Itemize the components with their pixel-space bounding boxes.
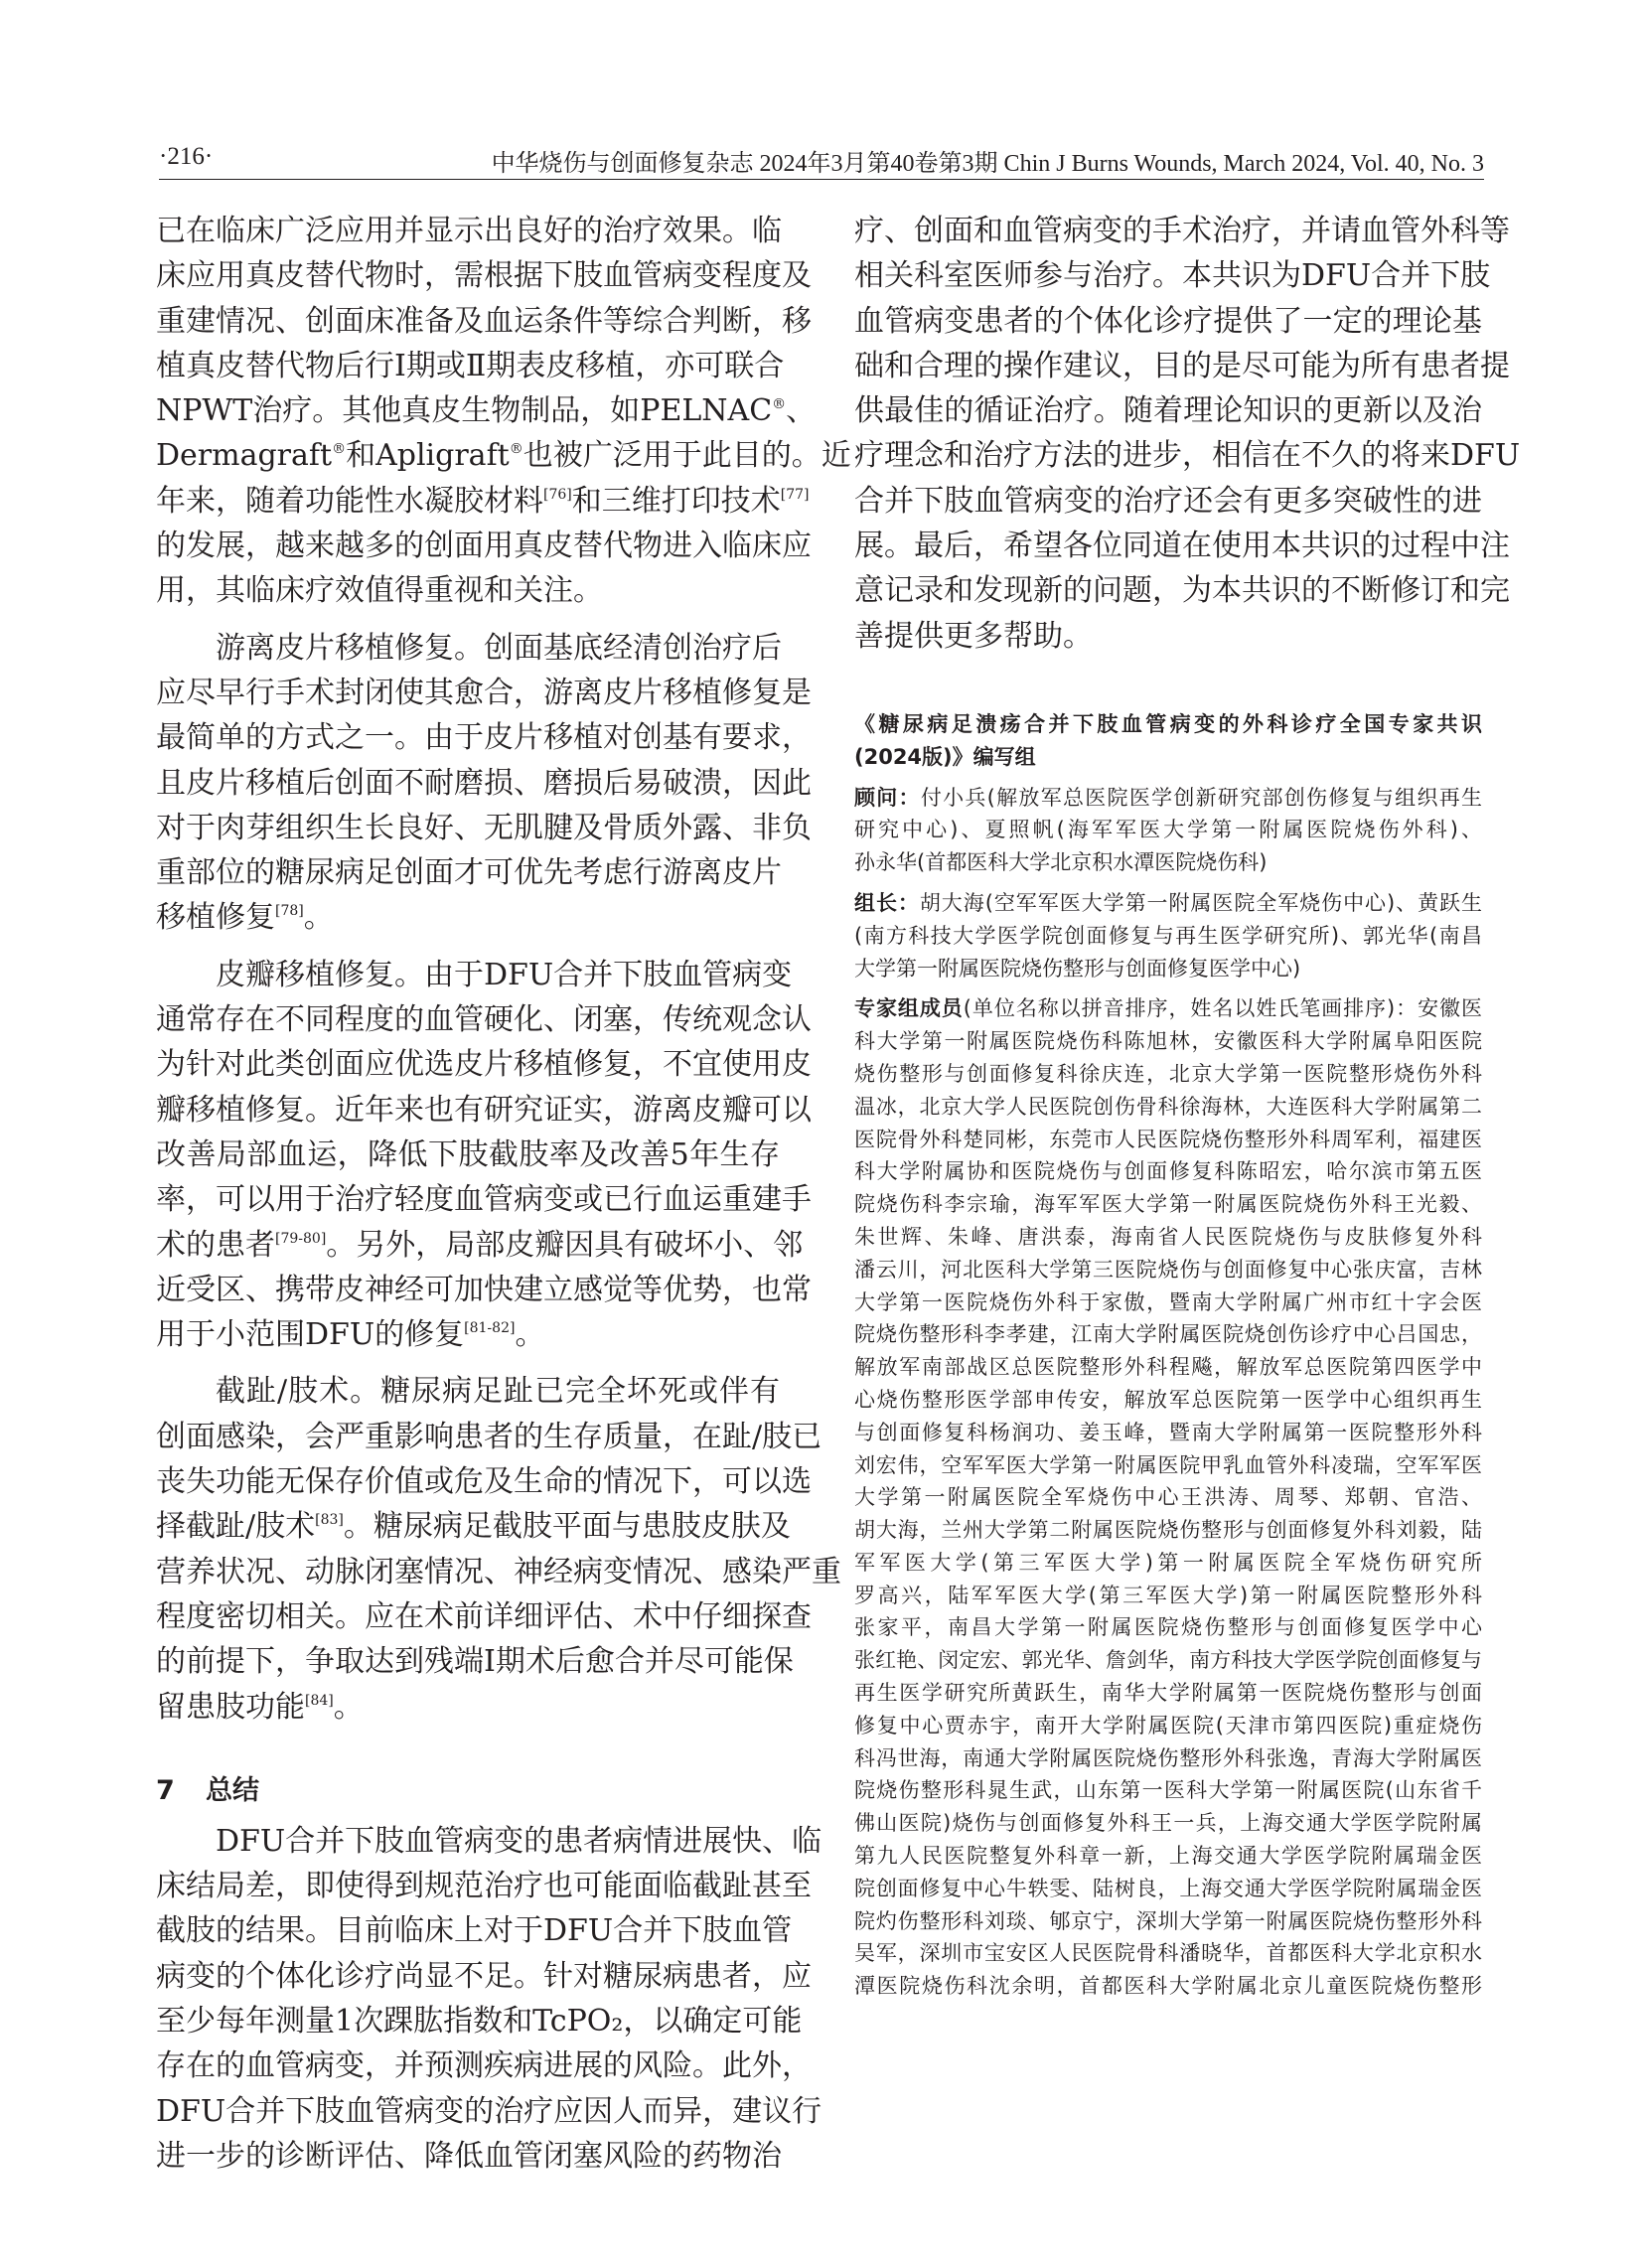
text-line: 床应用真皮替代物时，需根据下肢血管病变程度及 (156, 258, 812, 294)
text-line: 的发展，越来越多的创面用真皮替代物进入临床应 (156, 529, 812, 564)
text-line: 佛山医院)烧伤与创面修复外科王一兵，上海交通大学医学院附属 (854, 1811, 1482, 1836)
writing-group (854, 708, 1482, 2003)
text-line: 应尽早行手术封闭使其愈合，游离皮片移植修复是 (156, 675, 812, 710)
text-line: 善提供更多帮助。 (854, 618, 1093, 654)
text-line: 床结局差，即使得到规范治疗也可能面临截趾甚至 (156, 1869, 812, 1904)
text-line: 再生医学研究所黄跃生，南华大学附属第一医院烧伤整形与创面 (854, 1681, 1482, 1706)
text-line: 营养状况、动脉闭塞情况、神经病变情况、感染严重 (156, 1554, 841, 1589)
group-label: 专家组成员 (854, 996, 964, 1021)
text-line: 《糖尿病足溃疡合并下肢血管病变的外科诊疗全国专家共识 (854, 711, 1482, 736)
writing-group-title (854, 708, 1482, 774)
text-line: 吴军，深圳市宝安区人民医院骨科潘晓华，首都医科大学北京积水 (854, 1941, 1482, 1966)
text-line: 研究中心)、夏照帆(海军军医大学第一附属医院烧伤外科)、 (854, 818, 1482, 842)
text-line: 胡大海，兰州大学第二附属医院烧伤整形与创面修复外科刘毅，陆 (854, 1518, 1482, 1543)
text-line: 烧伤整形与创面修复科徐庆连，北京大学第一医院整形烧伤外科 (854, 1061, 1482, 1086)
text-line: 至少每年测量1次踝肱指数和TcPO₂，以确定可能 (156, 2003, 803, 2039)
text-line: 疗理念和治疗方法的进步，相信在不久的将来DFU (854, 438, 1521, 474)
text-line: 为针对此类创面应优选皮片移植修复，不宜使用皮 (156, 1047, 812, 1083)
text-line: 最简单的方式之一。由于皮片移植对创基有要求， (156, 720, 812, 756)
advisors-list (854, 782, 1482, 879)
text-line: 截肢的结果。目前临床上对于DFU合并下肢血管 (156, 1913, 793, 1949)
text-line: (南方科技大学医学院创面修复与再生医学研究所)、郭光华(南昌 (854, 923, 1482, 948)
group-label: 组长： (854, 890, 920, 915)
text-line: 率，可以用于治疗轻度血管病变或已行血运重建手 (156, 1182, 812, 1218)
text-line: 修复中心贾赤宇，南开大学附属医院(天津市第四医院)重症烧伤 (854, 1713, 1482, 1738)
text-line: 温冰，北京大学人民医院创伤骨科徐海林，大连医科大学附属第二 (854, 1094, 1482, 1119)
text-line: 院创面修复中心牛轶雯、陆树良，上海交通大学医学院附属瑞金医 (854, 1876, 1482, 1900)
text-line: 术的患者[79-80]。另外，局部皮瓣因具有破坏小、邻 (156, 1227, 804, 1263)
text-line: 意记录和发现新的问题，为本共识的不断修订和完 (854, 573, 1510, 609)
text-line: 专家组成员(单位名称以拼音排序，姓名以姓氏笔画排序)：安徽医 (854, 996, 1482, 1021)
text-line: 与创面修复科杨润功、姜玉峰，暨南大学附属第一医院整形外科 (854, 1420, 1482, 1444)
paragraph-amputation (156, 1369, 841, 1729)
text-line: NPWT治疗。其他真皮生物制品，如PELNAC®、 (156, 393, 817, 429)
text-line: 潭医院烧伤科沈余明，首都医科大学附属北京儿童医院烧伤整形 (854, 1974, 1482, 1999)
text-line: 第九人民医院整复外科章一新，上海交通大学医学院附属瑞金医 (854, 1844, 1482, 1869)
text-line: 植真皮替代物后行Ⅰ期或Ⅱ期表皮移植，亦可联合 (156, 348, 785, 383)
text-line: 近受区、携带皮神经可加快建立感觉等优势，也常 (156, 1272, 812, 1307)
text-line: 且皮片移植后创面不耐磨损、磨损后易破溃，因此 (156, 765, 812, 801)
text-line: 罗高兴，陆军军医大学(第三军医大学)第一附属医院整形外科 (854, 1583, 1482, 1607)
journal-citation: 中华烧伤与创面修复杂志 2024年3月第40卷第3期 Chin J Burns Wounds, March 2024, Vol. 40, No. 3 (491, 151, 1484, 177)
text-line: 重建情况、创面床准备及血运条件等综合判断，移 (156, 303, 812, 339)
text-line: 医院骨外科楚同彬，东莞市人民医院烧伤整形外科周军利，福建医 (854, 1127, 1482, 1151)
text-line: 截趾/肢术。糖尿病足趾已完全坏死或伴有 (216, 1374, 780, 1410)
text-line: 科大学附属协和医院烧伤与创面修复科陈昭宏，哈尔滨市第五医 (854, 1159, 1482, 1184)
text-line: 已在临床广泛应用并显示出良好的治疗效果。临 (156, 214, 782, 248)
text-line: 病变的个体化诊疗尚显不足。针对糖尿病患者，应 (156, 1958, 812, 1994)
text-line: 移植修复[78]。 (156, 900, 334, 936)
text-line: 展。最后，希望各位同道在使用本共识的过程中注 (854, 529, 1510, 564)
text-line: 大学第一医院烧伤外科于家傲，暨南大学附属广州市红十字会医 (854, 1289, 1482, 1314)
text-line: 院烧伤整形科李孝建，江南大学附属医院烧创伤诊疗中心吕国忠， (854, 1322, 1482, 1347)
text-line: 解放军南部战区总医院整形外科程飚，解放军总医院第四医学中 (854, 1355, 1482, 1380)
text-line: 组长：胡大海(空军军医大学第一附属医院全军烧伤中心)、黄跃生 (854, 890, 1482, 915)
text-line: 相关科室医师参与治疗。本共识为DFU合并下肢 (854, 258, 1491, 294)
paragraph-skin-graft (156, 626, 812, 941)
right-column (854, 209, 1521, 2011)
text-line: 心烧伤整形医学部申传安，解放军总医院第一医学中心组织再生 (854, 1387, 1482, 1412)
text-line: DFU合并下肢血管病变的治疗应因人而异，建议行 (156, 2093, 822, 2129)
text-line: 张红艳、闵定宏、郭光华、詹剑华，南方科技大学医学院创面修复与 (854, 1648, 1482, 1673)
text-line: 改善局部血运，降低下肢截肢率及改善5年生存 (156, 1136, 780, 1172)
text-line: 供最佳的循证治疗。随着理论知识的更新以及治 (854, 393, 1482, 429)
text-line: 丧失功能无保存价值或危及生命的情况下，可以选 (156, 1464, 812, 1500)
text-line: 础和合理的操作建议，目的是尽可能为所有患者提 (854, 348, 1510, 383)
text-line: DFU合并下肢血管病变的患者病情进展快、临 (216, 1823, 822, 1859)
text-line: 存在的血管病变，并预测疾病进展的风险。此外， (156, 2048, 812, 2084)
leaders-list (854, 887, 1482, 984)
paragraph-conclusion (854, 209, 1521, 659)
text-line: 创面感染，会严重影响患者的生存质量，在趾/肢已 (156, 1419, 822, 1454)
text-line: 用于小范围DFU的修复[81-82]。 (156, 1317, 545, 1353)
text-line: 院灼伤整形科刘琰、郇京宁，深圳大学第一附属医院烧伤整形外科 (854, 1908, 1482, 1933)
text-line: 通常存在不同程度的血管硬化、闭塞，传统观念认 (156, 1002, 812, 1038)
running-header (159, 139, 1484, 180)
text-line: 孙永华(首都医科大学北京积水潭医院烧伤科) (854, 850, 1268, 875)
text-line: 疗、创面和血管病变的手术治疗，并请血管外科等 (854, 214, 1510, 248)
group-label: 顾问： (854, 785, 921, 810)
text-line: 科冯世海，南通大学附属医院烧伤整形外科张逸，青海大学附属医 (854, 1745, 1482, 1770)
text-line: 刘宏伟，空军军医大学第一附属医院甲乳血管外科凌瑞，空军军医 (854, 1452, 1482, 1477)
text-line: 年来，随着功能性水凝胶材料[76]和三维打印技术[77] (156, 483, 810, 519)
section-heading-summary (156, 1771, 780, 1811)
text-line: 张家平，南昌大学第一附属医院烧伤整形与创面修复医学中心 (854, 1615, 1482, 1640)
text-line: 程度密切相关。应在术前详细评估、术中仔细探查 (156, 1598, 812, 1634)
members-list (854, 992, 1482, 2003)
paragraph-dermal-substitute (156, 209, 851, 614)
section-number: 7 (156, 1774, 175, 1806)
text-line: 进一步的诊断评估、降低血管闭塞风险的药物治 (156, 2138, 782, 2174)
text-line: 科大学第一附属医院烧伤科陈旭林，安徽医科大学附属阜阳医院 (854, 1029, 1482, 1054)
section-title: 总结 (206, 1774, 259, 1806)
text-line: (2024版)》编写组 (854, 744, 1036, 769)
text-line: 瓣移植修复。近年来也有研究证实，游离皮瓣可以 (156, 1092, 812, 1128)
text-line: 的前提下，争取达到残端Ⅰ期术后愈合并尽可能保 (156, 1644, 794, 1680)
text-line: 大学第一附属医院烧伤整形与创面修复医学中心) (854, 956, 1301, 981)
text-line: 潘云川，河北医科大学第三医院烧伤与创面修复中心张庆富，吉林 (854, 1257, 1482, 1282)
text-line: 游离皮片移植修复。创面基底经清创治疗后 (216, 630, 782, 666)
text-line: 大学第一附属医院全军烧伤中心王洪涛、周琴、郑朝、官浩、 (854, 1485, 1482, 1510)
text-line: 院烧伤科李宗瑜，海军军医大学第一附属医院烧伤外科王光毅、 (854, 1192, 1482, 1217)
text-line: 重部位的糖尿病足创面才可优先考虑行游离皮片 (156, 855, 782, 891)
text-line: 择截趾/肢术[83]。糖尿病足截肢平面与患肢皮肤及 (156, 1509, 791, 1545)
text-line: Dermagraft®和Apligraft®也被广泛用于此目的。近 (156, 438, 851, 474)
text-line: 对于肉芽组织生长良好、无肌腱及骨质外露、非负 (156, 810, 812, 845)
text-line: 军军医大学(第三军医大学)第一附属医院全军烧伤研究所 (854, 1550, 1482, 1575)
text-line: 用，其临床疗效值得重视和关注。 (156, 573, 603, 609)
text-line: 顾问：付小兵(解放军总医院医学创新研究部创伤修复与组织再生 (854, 785, 1482, 810)
text-line: 院烧伤整形科晁生武，山东第一医科大学第一附属医院(山东省千 (854, 1778, 1482, 1803)
paragraph-flap-transplant (156, 953, 812, 1358)
page-number: ·216· (159, 143, 214, 170)
text-line: 血管病变患者的个体化诊疗提供了一定的理论基 (854, 303, 1482, 339)
text-line: 朱世辉、朱峰、唐洪泰，海南省人民医院烧伤与皮肤修复外科 (854, 1224, 1482, 1249)
left-column (156, 209, 851, 2191)
text-line: 留患肢功能[84]。 (156, 1689, 364, 1725)
text-line: 皮瓣移植修复。由于DFU合并下肢血管病变 (216, 957, 793, 992)
text-line: 合并下肢血管病变的治疗还会有更多突破性的进 (854, 483, 1482, 519)
paragraph-summary (156, 1819, 822, 2179)
